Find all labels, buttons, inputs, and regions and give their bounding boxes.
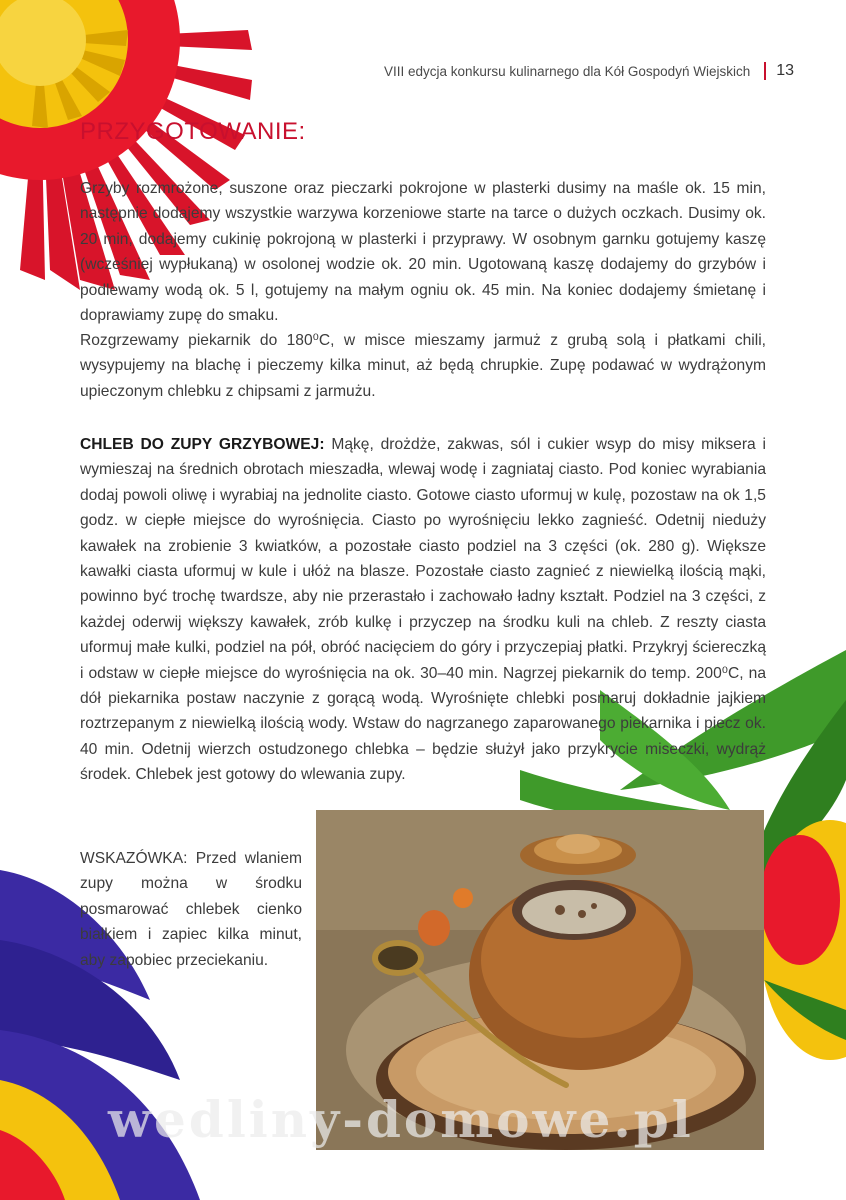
kale-chips-paragraph: Rozgrzewamy piekarnik do 180⁰C, w misce mieszamy jarmuż z grubą solą i płatkami chili, wysypujemy na blachę i pieczemy kilka minut, aż będą chrupkie. Zupę podawać w wydrążonym upieczonym chlebku z chipsami z jarmużu. xyxy=(80,332,766,400)
bread-heading: CHLEB DO ZUPY GRZYBOWEJ: xyxy=(80,436,325,453)
watermark: wedliny-domowe.pl xyxy=(108,1090,694,1149)
preparation-paragraph: Grzyby rozmrożone, suszone oraz pieczarki pokrojone w plasterki dusimy na maśle ok. 15 min, następnie dodajemy wszystkie warzywa korzeniowe starte na tarce o dużych oczkach. Dusimy ok. 20 min, dodajemy cukinię pokrojoną w plasterki i przyprawy. W osobnym garnku gotujemy kaszę (wcześniej wypłukaną) w osolonej wodzie ok. 20 min. Ugotowaną kaszę dodajemy do grzybów i podlewamy wodą ok. 5 l, gotujemy na małym ogniu ok. 45 min. Na koniec dodajemy śmietanę i doprawiamy zupę do smaku. xyxy=(80,180,766,325)
right-flower-decoration xyxy=(760,820,846,1060)
publication-title: VIII edycja konkursu kulinarnego dla Kół Gospodyń Wiejskich xyxy=(384,63,751,79)
header-divider xyxy=(764,62,766,80)
page-number: 13 xyxy=(776,62,794,79)
section-title: PRZYGOTOWANIE: xyxy=(80,118,306,145)
tip-paragraph: WSKAZÓWKA: Przed wlaniem zupy można w środku posmarować chlebek cienko białkiem i zapiec kilka minut, aby zapobiec przeciekaniu. xyxy=(80,850,302,969)
bread-paragraph xyxy=(80,432,766,788)
bread-instructions: Mąkę, drożdże, zakwas, sól i cukier wsyp do misy miksera i wymieszaj na średnich obrotach mieszadła, wlewaj wodę i zagniataj ciasto. Pod koniec wyrabiania dodaj powoli oliwę i wyrabiaj na jednolite ciasto. Gotowe ciasto uformuj w kulę, pozostaw na ok 1,5 godz. w ciepłe miejsce do wyrośnięcia. Ciasto po wyrośnięciu lekko zagnieść. Odetnij nieduży kawałek na zrobienie 3 kwiatków, a pozostałe ciasto podziel na 3 części (ok. 280 g). Większe kawałki ciasta uformuj w kule i ułóż na blasze. Pozostałe ciasto zagnieć z niewielką ilością mąki, powinno być trochę twardsze, aby nie przerastało i zachowało ładny kształt. Podziel na 3 części, z każdej oderwij większy kawałek, zrób kulkę i przyczep na środku kuli na chleb. Z reszty ciasta uformuj małe kulki, podziel na pół, obróć nacięciem do góry i przyczepiaj płatki. Przykryj ściereczką i odstaw w ciepłe miejsce do wyrośnięcia na ok. 30–40 min. Nagrzej piekarnik do temp. 200⁰C, na dół piekarnika postaw naczynie z gorącą wodą. Wyrośnięte chlebki posmaruj dokładnie jajkiem roztrzepanym z niewielką ilością wody. Wstaw do nagrzanego zaparowanego piekarnika i piecz ok. 40 min. Odetnij wierzch ostudzonego chlebka – będzie służył jako przykrycie miseczki, wydrąż środek. Chlebek jest gotowy do wlewania zupy. xyxy=(80,436,766,784)
running-header xyxy=(384,62,794,80)
